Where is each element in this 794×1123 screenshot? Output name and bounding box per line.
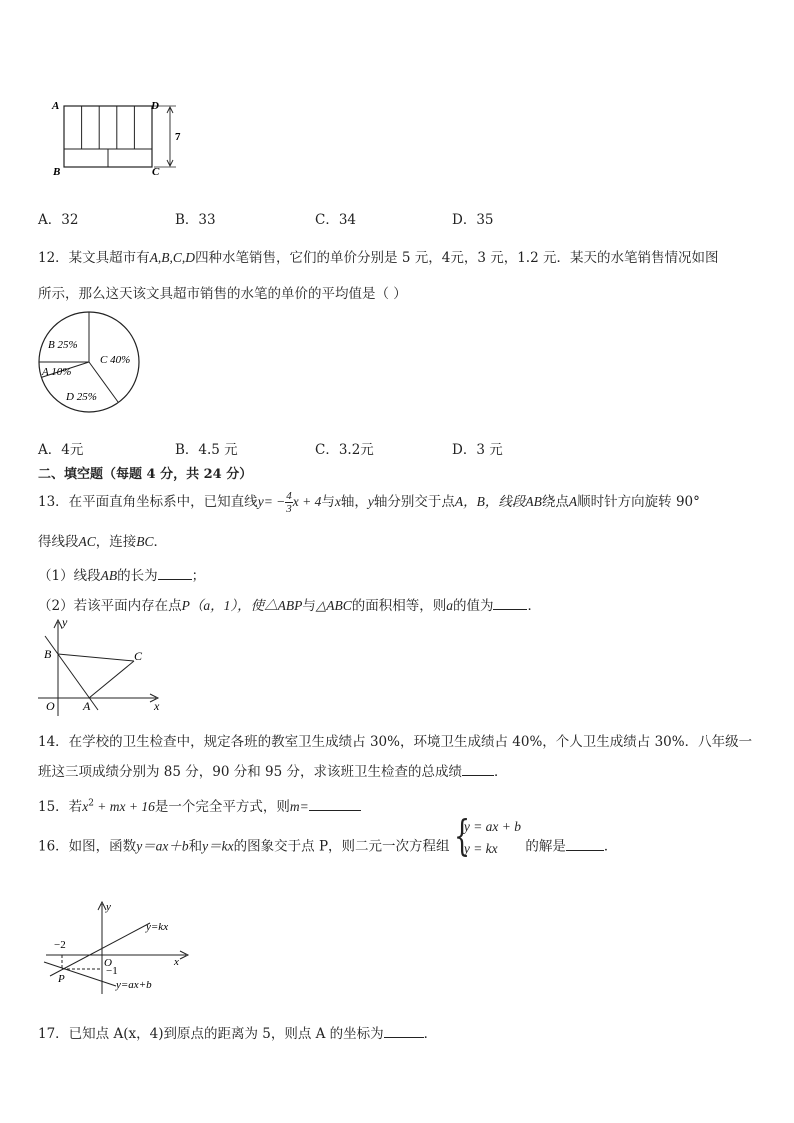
q13-graph bbox=[34, 614, 168, 718]
label-height: 7 bbox=[175, 131, 181, 143]
q12-line2: 所示，那么这天该文具超市销售的水笔的单价的平均值是（ ） bbox=[38, 286, 407, 302]
answer-blank[interactable] bbox=[566, 838, 604, 851]
label-d: D bbox=[151, 100, 159, 112]
answer-blank[interactable] bbox=[462, 763, 494, 776]
q16-graph bbox=[40, 898, 210, 998]
q13-sub1: （1）线段AB的长为 ； bbox=[38, 568, 206, 584]
section2-title: 二、填空题（每题 4 分，共 24 分） bbox=[38, 467, 253, 482]
pie-label-b: B 25% bbox=[48, 339, 78, 351]
point-b-label: B bbox=[44, 647, 52, 661]
q14-line1: 14．在学校的卫生检查中，规定各班的教室卫生成绩占 30%，环境卫生成绩占 40%，个人卫生成绩占 30%．八年级一 bbox=[38, 734, 753, 750]
answer-blank[interactable] bbox=[493, 597, 527, 610]
answer-blank[interactable] bbox=[384, 1025, 424, 1038]
q11-option-d[interactable]: D．35 bbox=[452, 212, 494, 228]
q12-option-a[interactable]: A．4元 bbox=[38, 442, 84, 458]
origin-label: O bbox=[104, 957, 112, 969]
line-kx-label: y=kx bbox=[146, 921, 169, 933]
origin-label: O bbox=[46, 699, 55, 713]
line-axb-label: y=ax+b bbox=[116, 979, 152, 991]
q13-line1: 13．在平面直角坐标系中，已知直线y= − $\frac{4}{3}x + 4$与x轴，y轴分别交于点A，B，线段AB绕点A顺时针方向旋转 90° bbox=[38, 490, 700, 515]
pie-chart bbox=[36, 310, 144, 414]
q14-line2: 班这三项成绩分别为 85 分，90 分和 95 分，求该班卫生检查的总成绩 ． bbox=[38, 764, 508, 780]
q12-option-b[interactable]: B．4.5 元 bbox=[175, 442, 238, 458]
point-a-label: A bbox=[83, 699, 91, 713]
answer-blank[interactable] bbox=[158, 567, 192, 580]
q11-option-b[interactable]: B．33 bbox=[175, 212, 216, 228]
q11-option-c[interactable]: C．34 bbox=[315, 212, 357, 228]
label-c: C bbox=[152, 166, 160, 178]
axis-y-label: y bbox=[62, 615, 68, 629]
q17-line: 17．已知点 A(x，4)到原点的距离为 5，则点 A 的坐标为 ． bbox=[38, 1026, 438, 1042]
axis-x-label: x bbox=[174, 956, 179, 968]
q12-line1: 12．某文具超市有A,B,C,D四种水笔销售，它们的单价分别是 5 元，4元，3 元，1.2 元．某天的水笔销售情况如图 bbox=[38, 250, 719, 266]
q11-option-a[interactable]: A．32 bbox=[38, 212, 79, 228]
label-a: A bbox=[52, 100, 60, 112]
axis-x-label: x bbox=[154, 699, 160, 713]
point-c-label: C bbox=[134, 649, 143, 663]
pie-label-c: C 40% bbox=[100, 354, 131, 366]
q13-sub2: （2）若该平面内存在点P（a，1），使△ABP与△ABC的面积相等，则a的值为 ． bbox=[38, 598, 541, 614]
pie-label-d: D 25% bbox=[66, 391, 97, 403]
point-p-label: P bbox=[58, 973, 65, 985]
q16-line: 16．如图，函数y＝ax＋b和y＝kx的图象交于点 P，则二元一次方程组 { y = ax + b y = kx 的解是 ． bbox=[38, 811, 618, 860]
tick-minus2: −2 bbox=[54, 939, 66, 951]
tick-minus1: −1 bbox=[106, 965, 118, 977]
q12-option-d[interactable]: D．3 元 bbox=[452, 442, 503, 458]
rectangle-figure bbox=[48, 96, 188, 180]
pie-label-a: A 10% bbox=[42, 366, 72, 378]
q13-line2: 得线段AC，连接BC． bbox=[38, 534, 168, 550]
label-b: B bbox=[53, 166, 61, 178]
axis-y-label: y bbox=[106, 901, 111, 913]
q12-option-c[interactable]: C．3.2元 bbox=[315, 442, 374, 458]
q15-line: 15．若$x^2$ + mx + 16是一个完全平方式，则m= bbox=[38, 795, 361, 815]
equation-system: { y = ax + b y = kx bbox=[453, 811, 522, 860]
fraction-4-3: $\frac{4}{3}$ bbox=[286, 490, 292, 515]
answer-blank[interactable] bbox=[309, 798, 361, 811]
